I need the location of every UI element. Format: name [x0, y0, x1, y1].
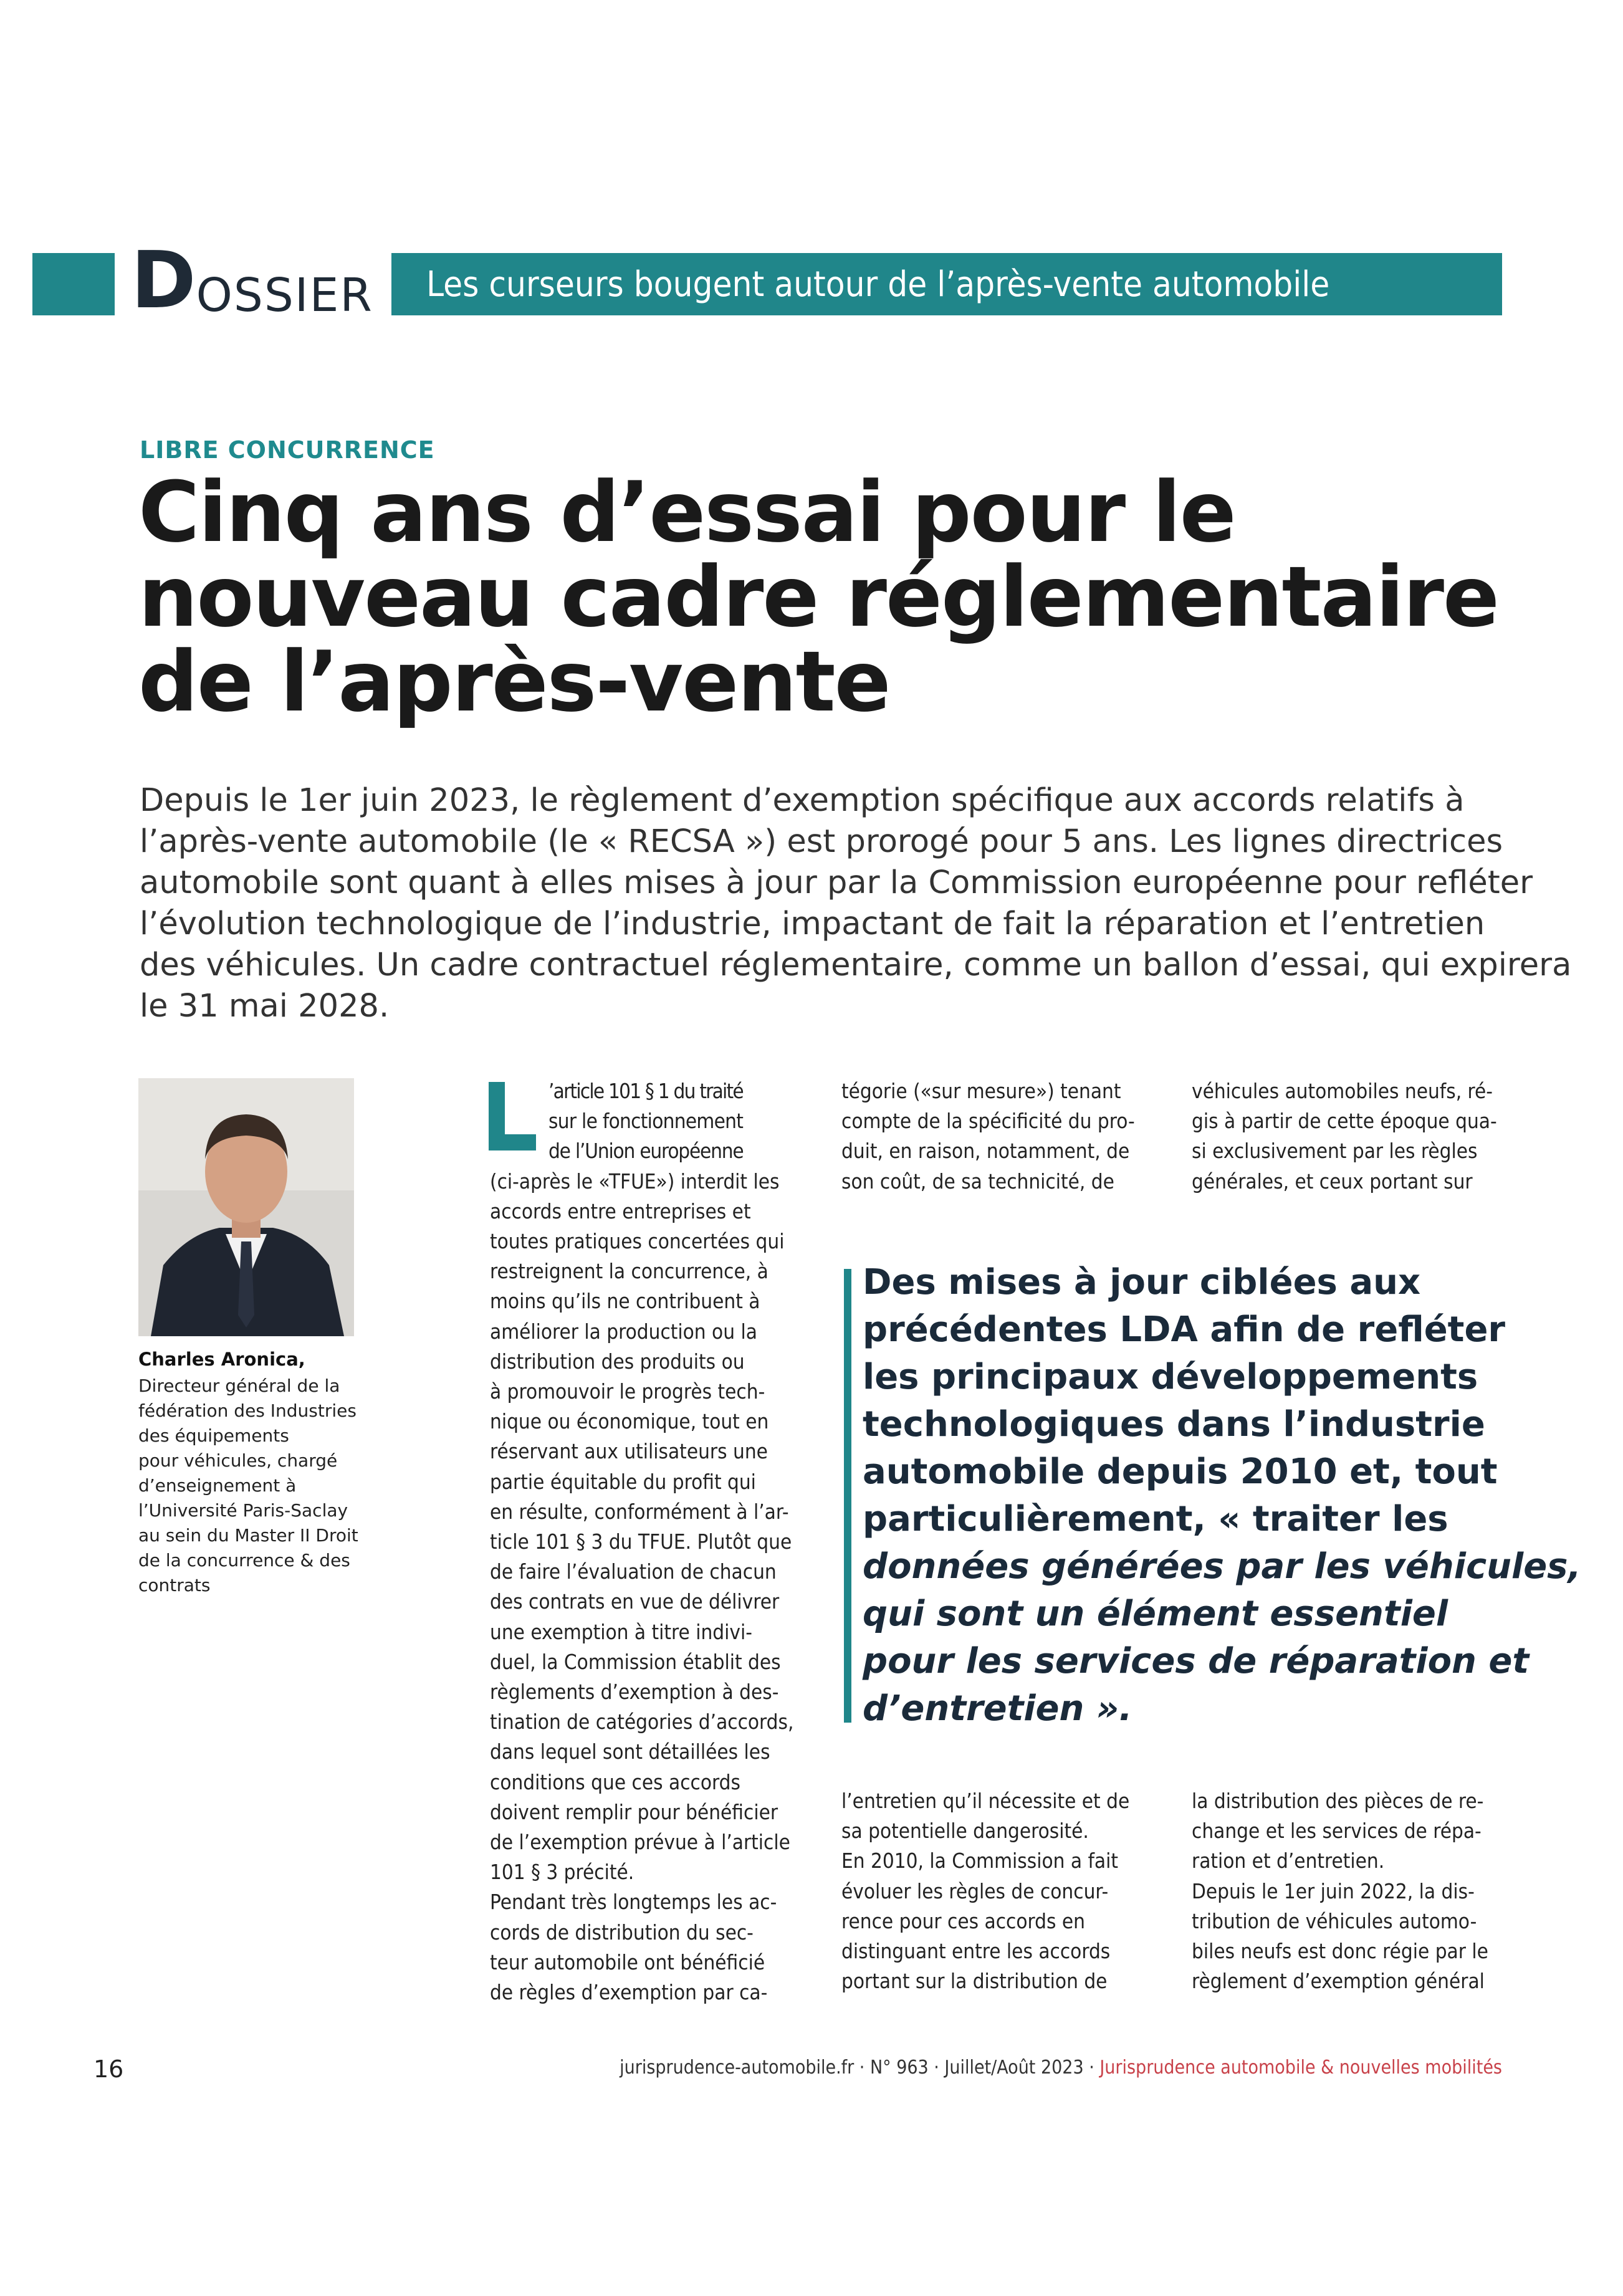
body-text-line: ’article 101 § 1 du traité — [548, 1079, 743, 1103]
body-text-line: générales, et ceux portant sur — [1192, 1169, 1473, 1193]
section-banner: Les curseurs bougent autour de l’après-vente automobile — [391, 253, 1502, 315]
body-text-line: réservant aux utilisateurs une — [490, 1439, 768, 1464]
body-text-line: (ci-après le «TFUE») interdit les — [490, 1169, 780, 1193]
author-role-line: au sein du Master II Droit — [138, 1525, 358, 1546]
body-text-line: sa potentielle dangerosité. — [841, 1819, 1089, 1844]
body-text-line: une exemption à titre indivi- — [490, 1619, 752, 1644]
body-text-line: tégorie («sur mesure») tenant — [841, 1079, 1121, 1103]
pullquote-line: Des mises à jour ciblées aux — [863, 1262, 1421, 1303]
body-text-line: accords entre entreprises et — [490, 1198, 751, 1223]
body-text-line: ration et d’entretien. — [1192, 1849, 1385, 1873]
pullquote — [863, 1259, 1581, 1733]
lead-line: Depuis le 1er juin 2023, le règlement d’exemption spécifique aux accords relatifs à — [140, 782, 1465, 819]
pullquote-line: technologiques dans l’industrie — [863, 1404, 1485, 1445]
body-text-line: véhicules automobiles neufs, ré- — [1192, 1079, 1493, 1103]
pullquote-line: précédentes LDA afin de refléter — [863, 1309, 1506, 1350]
author-role — [138, 1374, 375, 1598]
body-text-line: restreignent la concurrence, à — [490, 1259, 768, 1284]
article-headline — [138, 464, 1498, 730]
body-text-line: compte de la spécificité du pro- — [841, 1109, 1135, 1134]
body-column-3-top — [1192, 1076, 1503, 1197]
pullquote-line: données générées par les véhicules, — [863, 1546, 1581, 1587]
body-text-line: l’entretien qu’il nécessite et de — [841, 1789, 1130, 1813]
body-text-line: de l’exemption prévue à l’article — [490, 1830, 790, 1855]
body-text-line: tribution de véhicules automo- — [1192, 1908, 1477, 1933]
page-footer — [620, 2057, 1502, 2078]
author-role-line: fédération des Industries — [138, 1400, 357, 1421]
body-text-line: sur le fonctionnement — [548, 1109, 744, 1134]
body-text-line: distribution des produits ou — [490, 1349, 745, 1374]
body-text-line: dans lequel sont détaillées les — [490, 1739, 770, 1764]
body-column-1 — [490, 1076, 802, 2007]
body-text-line: améliorer la production ou la — [490, 1319, 757, 1344]
article-lead — [140, 780, 1572, 1027]
body-text-line: 101 § 3 précité. — [490, 1860, 634, 1885]
body-text-line: si exclusivement par les règles — [1192, 1139, 1478, 1164]
author-role-line: Directeur général de la — [138, 1375, 340, 1396]
footer-magazine-title: Jurisprudence automobile & nouvelles mobilités — [1099, 2057, 1502, 2078]
author-role-line: de la concurrence & des — [138, 1550, 350, 1571]
author-role-line: l’Université Paris-Saclay — [138, 1500, 348, 1521]
page-number: 16 — [93, 2055, 124, 2083]
body-text-line: portant sur la distribution de — [841, 1969, 1108, 1994]
body-text-line: tination de catégories d’accords, — [490, 1710, 794, 1734]
body-text-line: ticle 101 § 3 du TFUE. Plutôt que — [490, 1529, 792, 1554]
footer-publication: jurisprudence-automobile.fr · N° 963 · Juillet/Août 2023 · — [620, 2057, 1094, 2078]
lead-line: des véhicules. Un cadre contractuel réglementaire, comme un ballon d’essai, qui expirera — [140, 947, 1572, 983]
body-text-line: cords de distribution du sec- — [490, 1920, 754, 1944]
section-color-block — [32, 253, 115, 315]
body-text-line: à promouvoir le progrès tech- — [490, 1379, 765, 1404]
pullquote-line: qui sont un élément essentiel — [863, 1594, 1448, 1634]
body-text-line: conditions que ces accords — [490, 1769, 740, 1794]
body-text-line: Pendant très longtemps les ac- — [490, 1890, 777, 1915]
body-text-line: toutes pratiques concertées qui — [490, 1229, 785, 1254]
pullquote-line: pour les services de réparation et — [863, 1641, 1530, 1681]
lead-line: l’évolution technologique de l’industrie, impactant de fait la réparation et l’entretien — [140, 906, 1485, 942]
pullquote-line: d’entretien ». — [863, 1688, 1132, 1729]
body-text-line: de l’Union européenne — [548, 1139, 744, 1164]
pullquote-rule — [844, 1269, 851, 1723]
body-text-line: rence pour ces accords en — [841, 1908, 1085, 1933]
body-text-line: duit, en raison, notamment, de — [841, 1139, 1130, 1164]
lead-line: le 31 mai 2028. — [140, 988, 390, 1025]
body-text-line: règlement d’exemption général — [1192, 1969, 1485, 1994]
author-role-line: contrats — [138, 1575, 211, 1595]
body-text-line: en résulte, conformément à l’ar- — [490, 1499, 789, 1524]
author-photo — [138, 1078, 354, 1336]
section-label — [131, 234, 373, 326]
headline-line: de l’après-vente — [138, 633, 890, 730]
body-text-line: duel, la Commission établit des — [490, 1649, 781, 1674]
body-text-line: son coût, de sa technicité, de — [841, 1169, 1114, 1193]
body-text-line: Depuis le 1er juin 2022, la dis- — [1192, 1878, 1475, 1903]
body-text-line: de faire l’évaluation de chacun — [490, 1559, 777, 1584]
body-text-line: distinguant entre les accords — [841, 1939, 1111, 1964]
body-text-line: gis à partir de cette époque qua- — [1192, 1109, 1497, 1134]
body-column-3-bottom — [1192, 1786, 1503, 1996]
pullquote-line: automobile depuis 2010 et, tout — [863, 1452, 1498, 1492]
section-rest: OSSIER — [196, 269, 373, 322]
body-text-line: évoluer les règles de concur- — [841, 1878, 1109, 1903]
headline-line: nouveau cadre réglementaire — [138, 548, 1498, 646]
author-name: Charles Aronica, — [138, 1349, 305, 1370]
article-kicker: LIBRE CONCURRENCE — [140, 436, 435, 464]
body-text-line: la distribution des pièces de re- — [1192, 1789, 1484, 1813]
body-text-line: partie équitable du profit qui — [490, 1469, 756, 1494]
body-text-line: de règles d’exemption par ca- — [490, 1980, 768, 2005]
body-text-line: change et les services de répa- — [1192, 1819, 1482, 1844]
lead-line: automobile sont quant à elles mises à jour par la Commission européenne pour refléter — [140, 864, 1533, 901]
body-text-line: nique ou économique, tout en — [490, 1409, 769, 1434]
body-text-line: En 2010, la Commission a fait — [841, 1849, 1118, 1873]
lead-line: l’après-vente automobile (le « RECSA ») est prorogé pour 5 ans. Les lignes directrices — [140, 823, 1503, 860]
author-role-line: des équipements — [138, 1425, 289, 1446]
body-text-line: biles neufs est donc régie par le — [1192, 1939, 1488, 1964]
body-text-line: des contrats en vue de délivrer — [490, 1589, 780, 1614]
pullquote-line: particulièrement, « traiter les — [863, 1499, 1448, 1539]
body-text-line: doivent remplir pour bénéficier — [490, 1799, 778, 1824]
section-initial: D — [131, 234, 196, 326]
author-role-line: d’enseignement à — [138, 1475, 297, 1496]
body-column-2-bottom — [841, 1786, 1153, 1996]
body-column-2-top — [841, 1076, 1153, 1197]
pullquote-line: les principaux développements — [863, 1357, 1478, 1397]
body-text-line: règlements d’exemption à des- — [490, 1680, 779, 1705]
author-role-line: pour véhicules, chargé — [138, 1450, 338, 1471]
body-text-line: moins qu’ils ne contribuent à — [490, 1289, 760, 1314]
body-text-line: teur automobile ont bénéficié — [490, 1949, 765, 1974]
headline-line: Cinq ans d’essai pour le — [138, 464, 1235, 561]
